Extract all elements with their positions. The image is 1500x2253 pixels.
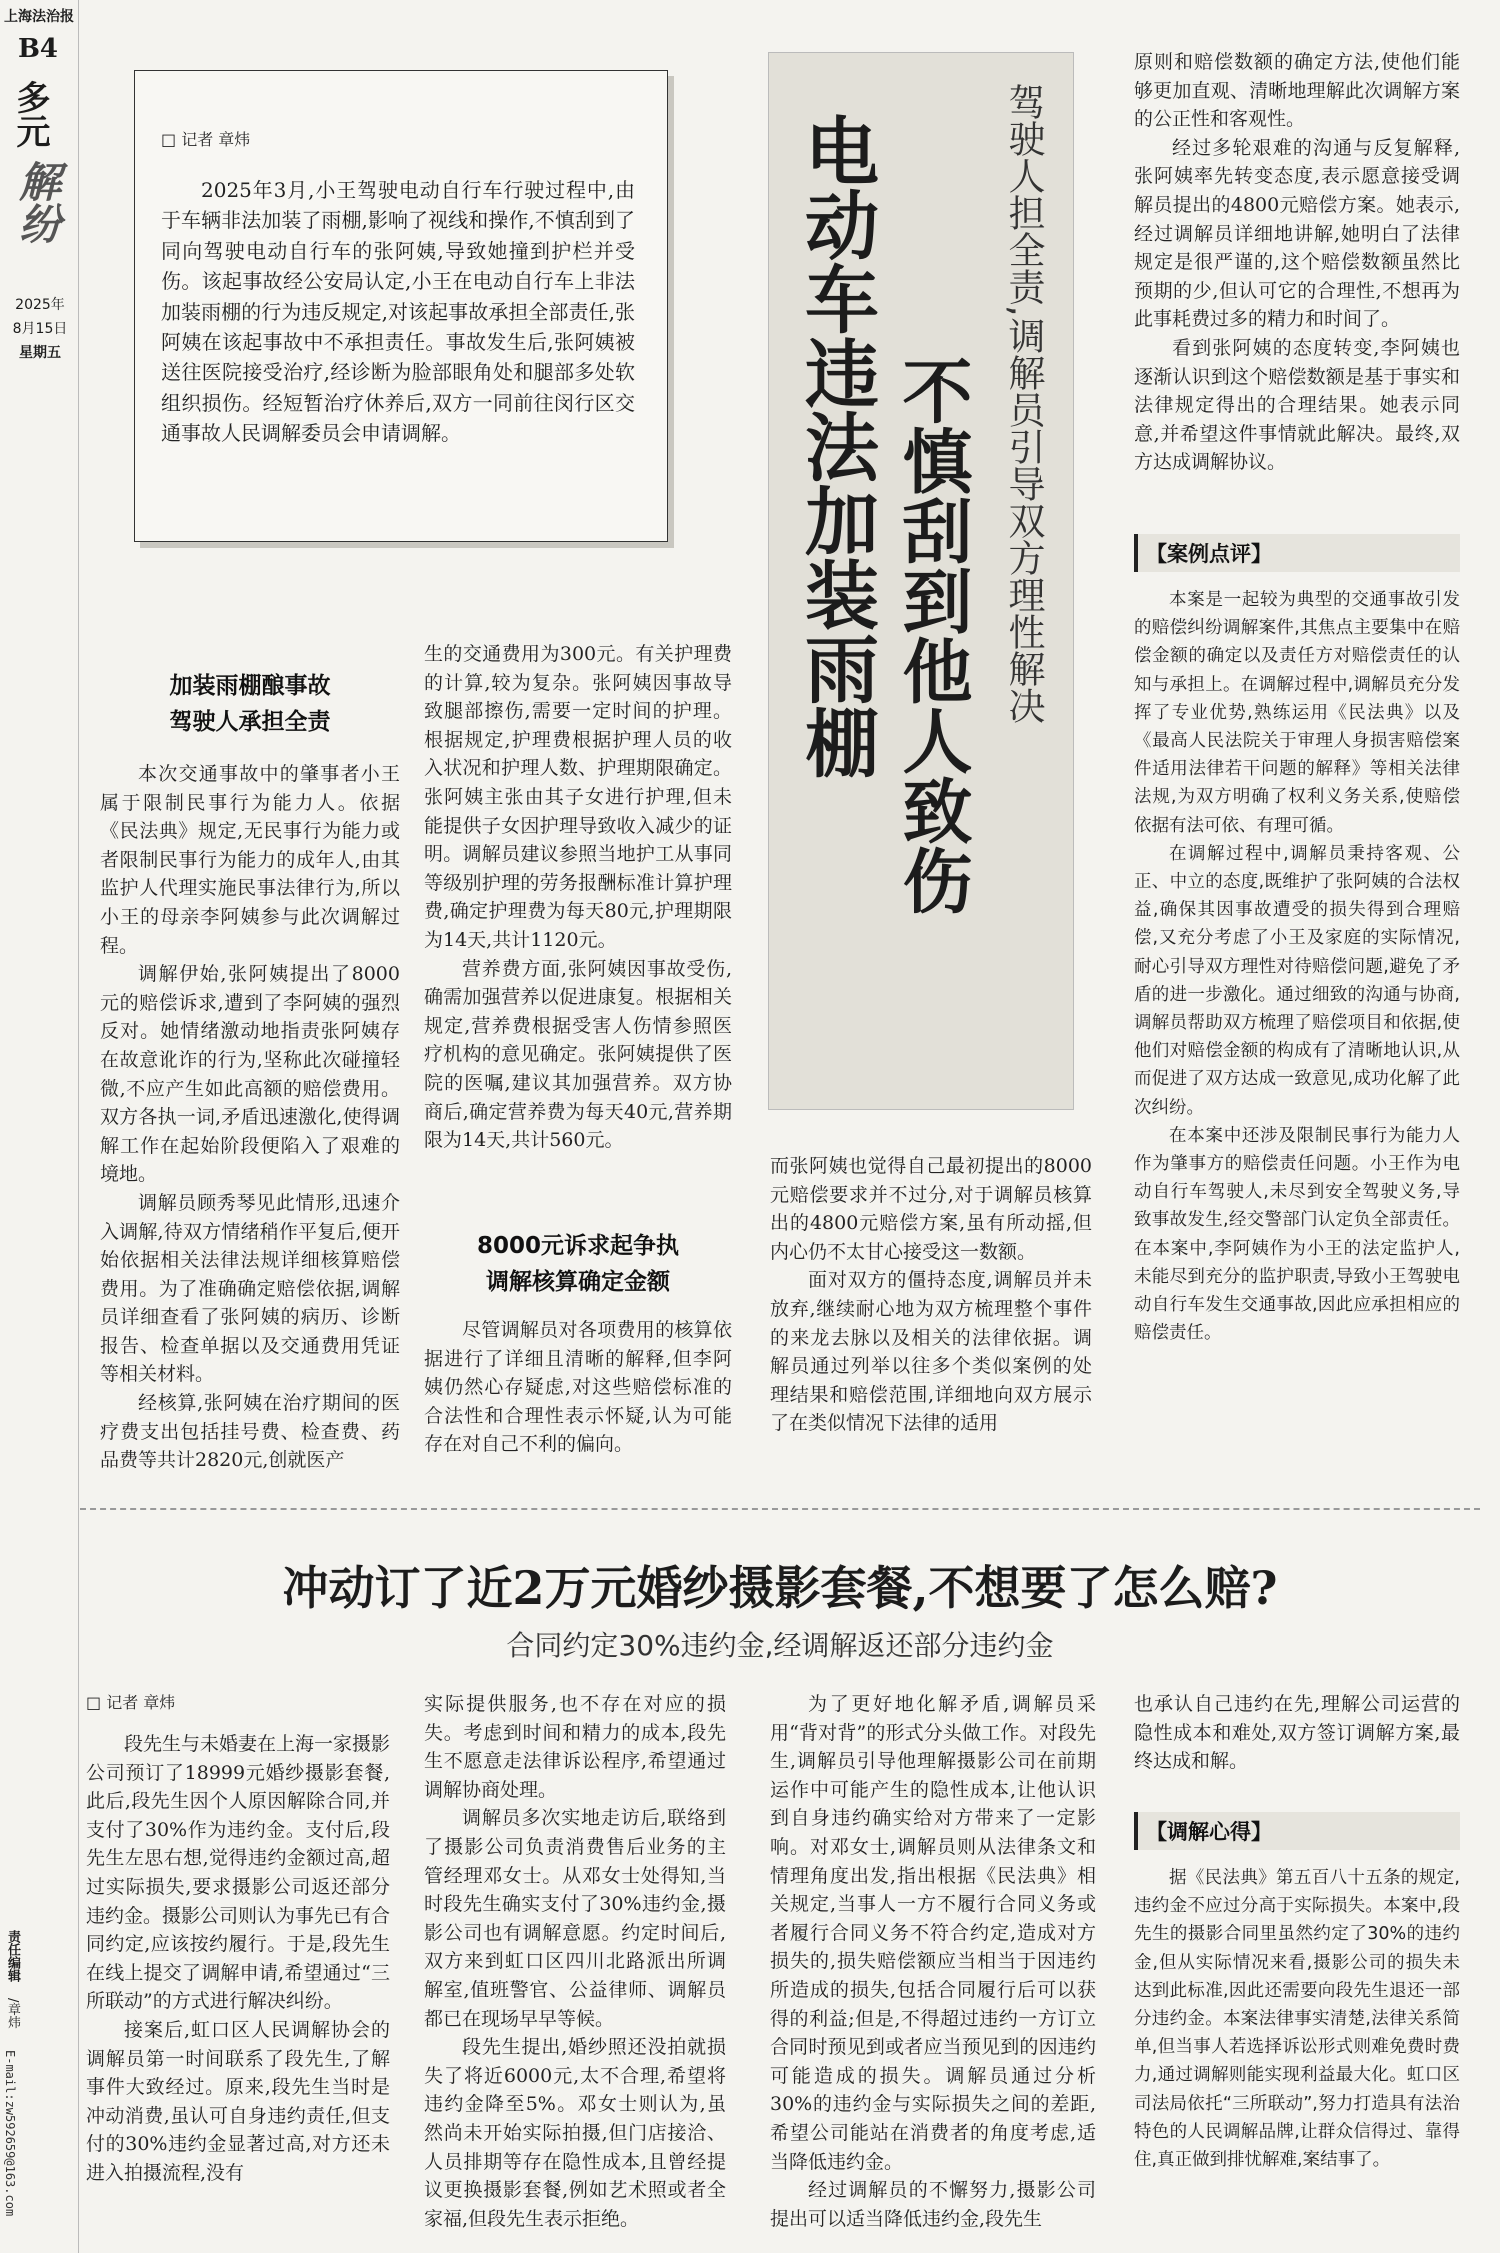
subhead-1 (100, 668, 400, 740)
paragraph: 也承认自己违约在先,理解公司运营的隐性成本和难处,双方签订调解方案,最终达成和解。 (1134, 1693, 1460, 1773)
paragraph: 接案后,虹口区人民调解协会的调解员第一时间联系了段先生,了解事件大致经过。原来,段先生当时是冲动消费,虽认可自身违约责任,但支付的30%违约金显著过高,对方还未进入拍摄流程,没有 (86, 2018, 390, 2184)
rail-divider (78, 0, 79, 2253)
paragraph: 在本案中还涉及限制民事行为能力人作为肇事方的赔偿责任问题。小王作为电动自行车驾驶人,未尽到安全驾驶义务,导致事故发生,经交警部门认定负全部责任。在本案中,李阿姨作为小王的法定监护人,未能尽到充分的监护职责,导致小王驾驶电动自行车发生交通事故,因此应承担相应的赔偿责任。 (1134, 1125, 1460, 1344)
article2-title: 冲动订了近2万元婚纱摄影套餐,不想要了怎么赔? (282, 1561, 1278, 1615)
paragraph: 看到张阿姨的态度转变,李阿姨也逐渐认识到这个赔偿数额是基于事实和法律规定得出的合理结果。她表示同意,并希望这件事情就此解决。最终,双方达成调解协议。 (1134, 336, 1460, 474)
insight-label: 【调解心得】 (1134, 1812, 1460, 1850)
case-comment (1134, 586, 1460, 1494)
editor-email: E-mail:zw592659@163.com (3, 2050, 17, 2217)
section-name-b: 解纷 (13, 160, 62, 244)
issue-weekday: 星期五 (19, 345, 61, 361)
subhead-1-line1: 加装雨棚酿事故 (169, 673, 331, 699)
article1-col3 (770, 1152, 1092, 1496)
reporter-byline: □ 记者 章炜 (161, 130, 251, 149)
subhead-2 (424, 1228, 732, 1300)
article2-col1 (86, 1730, 390, 2230)
paragraph: 实际提供服务,也不存在对应的损失。考虑到时间和精力的成本,段先生不愿意走法律诉讼程序,希望通过调解协商处理。 (424, 1693, 726, 1801)
page-code: B4 (17, 34, 59, 64)
lead-paragraph (161, 175, 635, 519)
headline-second: 不慎刮到他人致伤 (891, 355, 974, 915)
paragraph: 原则和赔偿数额的确定方法,使他们能够更加直观、清晰地理解此次调解方案的公正性和客观性。 (1134, 51, 1460, 131)
article2-col4a (1134, 1690, 1460, 1790)
masthead-rail (0, 0, 78, 2253)
paragraph: 尽管调解员对各项费用的核算依据进行了详细且清晰的解释,但李阿姨仍然心存疑虑,对这些赔偿标准的合法性和合理性表示怀疑,认为可能存在对自己不利的偏向。 (424, 1319, 732, 1456)
paragraph: 面对双方的僵持态度,调解员并未放弃,继续耐心地为双方梳理整个事件的来龙去脉以及相关的法律依据。调解员通过列举以往多个类似案例的处理结果和赔偿范围,详细地向双方展示了在类似情况下法律的适用 (770, 1269, 1092, 1435)
section-divider (80, 1508, 1480, 1510)
headline-block (768, 52, 1074, 1110)
paragraph: 本次交通事故中的肇事者小王属于限制民事行为能力人。依据《民法典》规定,无民事行为能力或者限制民事行为能力的成年人,由其监护人代理实施民事法律行为,所以小王的母亲李阿姨参与此次调解过程。 (100, 763, 400, 957)
lead-box (134, 70, 668, 542)
paragraph: 调解员多次实地走访后,联络到了摄影公司负责消费售后业务的主管经理邓女士。从邓女士处得知,当时段先生确实支付了30%违约金,摄影公司也有调解意愿。约定时间后,双方来到虹口区四川北路派出所调解室,值班警官、公益律师、调解员都已在现场早早等候。 (424, 1807, 726, 2030)
issue-date: 8月15日 (12, 321, 68, 337)
issue-year: 2025年 (15, 297, 65, 313)
paragraph: 调解伊始,张阿姨提出了8000元的赔偿诉求,遭到了李阿姨的强烈反对。她情绪激动地指责张阿姨存在故意讹诈的行为,坚称此次碰撞轻微,不应产生如此高额的赔偿费用。双方各执一词,矛盾迅速激化,使得调解工作在起始阶段便陷入了艰难的境地。 (100, 963, 400, 1186)
paragraph: 经过调解员的不懈努力,摄影公司提出可以适当降低违约金,段先生 (770, 2179, 1096, 2230)
editor-label: 责任编辑 (5, 1930, 20, 1982)
article2-col2 (424, 1690, 726, 2230)
headline-main: 电动车违法加装雨棚 (793, 113, 879, 779)
paragraph: 在调解过程中,调解员秉持客观、公正、中立的态度,既维护了张阿姨的合法权益,确保其因事故遭受的损失得到合理赔偿,又充分考虑了小王及家庭的实际情况,耐心引导双方理性对待赔偿问题,避免了矛盾的进一步激化。通过细致的沟通与协商,调解员帮助双方梳理了赔偿项目和依据,使他们对赔偿金额的构成有了清晰地认识,从而促进了双方达成一致意见,成功化解了此次纠纷。 (1134, 843, 1460, 1118)
case-comment-label: 【案例点评】 (1134, 534, 1460, 572)
paragraph: 段先生提出,婚纱照还没拍就损失了将近6000元,太不合理,希望将违约金降至5%。邓女士则认为,虽然尚未开始实际拍摄,但门店接洽、人员排期等存在隐性成本,且曾经提议更换摄影套餐,例如艺术照或者全家福,但段先生表示拒绝。 (424, 2036, 726, 2230)
subhead-2-line1: 8000元诉求起争执 (476, 1233, 679, 1259)
paragraph: 为了更好地化解矛盾,调解员采用“背对背”的形式分头做工作。对段先生,调解员引导他理解摄影公司在前期运作中可能产生的隐性成本,让他认识到自身违约确实给对方带来了一定影响。对邓女士,调解员则从法律条文和情理角度出发,指出根据《民法典》相关规定,当事人一方不履行合同义务或者履行合同义务不符合约定,造成对方损失的,损失赔偿额应当相当于因违约所造成的损失,包括合同履行后可以获得的利益;但是,不得超过违约一方订立合同时预见到或者应当预见到的因违约可能造成的损失。调解员通过分析30%的违约金与实际损失之间的差距,希望公司能站在消费者的角度考虑,适当降低违约金。 (770, 1693, 1096, 2173)
mediation-insight (1134, 1864, 1460, 2234)
paragraph: 生的交通费用为300元。有关护理费的计算,较为复杂。张阿姨因事故导致腿部擦伤,需要一定时间的护理。根据规定,护理费根据护理人员的收入状况和护理人数、护理期限确定。张阿姨主张由其子女进行护理,但未能提供子女因护理导致收入减少的证明。调解员建议参照当地护工从事同等级别护理的劳务报酬标准计算护理费,确定护理费为每天80元,护理期限为14天,共计1120元。 (424, 643, 732, 951)
editor-name: /章炜 (5, 1998, 20, 2029)
section-name-a: 多元 (10, 80, 50, 148)
subhead-1-line2: 驾驶人承担全责 (169, 709, 331, 735)
subhead-2-line2: 调解核算确定金额 (486, 1269, 670, 1295)
paragraph: 经过多轮艰难的沟通与反复解释,张阿姨率先转变态度,表示愿意接受调解员提出的4800元赔偿方案。她表示,经过调解员详细地讲解,她明白了法律规定是很严谨的,这个赔偿数额虽然比预期的少,但认可它的合理性,不想再为此事耗费过多的精力和时间了。 (1134, 136, 1460, 331)
article2-col3 (770, 1690, 1096, 2230)
article1-col2a (424, 640, 732, 1210)
article2-byline: □ 记者 章炜 (86, 1693, 176, 1712)
headline-sub: 驾驶人担全责,调解员引导双方理性解决 (1002, 83, 1045, 724)
paragraph: 段先生与未婚妻在上海一家摄影公司预订了18999元婚纱摄影套餐,此后,段先生因个人原因解除合同,并支付了30%作为违约金。支付后,段先生左思右想,觉得违约金额过高,超过实际损失,要求摄影公司返还部分违约金。摄影公司则认为事先已有合同约定,应该按约履行。于是,段先生在线上提交了调解申请,希望通过“三所联动”的方式进行解决纠纷。 (86, 1733, 390, 2013)
paragraph: 营养费方面,张阿姨因事故受伤,确需加强营养以促进康复。根据相关规定,营养费根据受害人伤情参照医疗机构的意见确定。张阿姨提供了医院的医嘱,建议其加强营养。双方协商后,确定营养费为每天40元,营养期限为14天,共计560元。 (424, 957, 732, 1152)
paragraph: 调解员顾秀琴见此情形,迅速介入调解,待双方情绪稍作平复后,便开始依据相关法律法规详细核算赔偿费用。为了准确确定赔偿依据,调解员详细查看了张阿姨的病历、诊断报告、检查单据以及交通费用凭证等相关材料。 (100, 1191, 400, 1386)
paragraph: 本案是一起较为典型的交通事故引发的赔偿纠纷调解案件,其焦点主要集中在赔偿金额的确定以及责任方对赔偿责任的认知与承担上。在调解过程中,调解员充分发挥了专业优势,熟练运用《民法典》以及《最高人民法院关于审理人身损害赔偿案件适用法律若干问题的解释》等相关法律法规,为双方明确了权利义务关系,使赔偿依据有法可依、有理可循。 (1134, 590, 1460, 836)
article1-col1 (100, 760, 400, 1500)
lead-text: 2025年3月,小王驾驶电动自行车行驶过程中,由于车辆非法加装了雨棚,影响了视线和操作,不慎刮到了同向驾驶电动自行车的张阿姨,导致她撞到护栏并受伤。该起事故经公安局认定,小王在电动自行车上非法加装雨棚的行为违反规定,对该起事故承担全部责任,张阿姨在该起事故中不承担责任。事故发生后,张阿姨被送往医院接受治疗,经诊断为脸部眼角处和腿部多处软组织损伤。经短暂治疗休养后,双方一同前往闵行区交通事故人民调解委员会申请调解。 (161, 178, 635, 446)
paper-name: 上海法治报 (4, 9, 74, 25)
article1-col2b (424, 1316, 732, 1496)
paragraph: 而张阿姨也觉得自己最初提出的8000元赔偿要求并不过分,对于调解员核算出的4800元赔偿方案,虽有所动摇,但内心仍不太甘心接受这一数额。 (770, 1155, 1092, 1263)
article2-subtitle: 合同约定30%违约金,经调解返还部分违约金 (506, 1629, 1054, 1662)
paragraph: 经核算,张阿姨在治疗期间的医疗费支出包括挂号费、检查费、药品费等共计2820元,创就医产 (100, 1392, 400, 1472)
article1-col4a (1134, 48, 1460, 518)
paragraph: 据《民法典》第五百八十五条的规定,违约金不应过分高于实际损失。本案中,段先生的摄影合同里虽然约定了30%的违约金,但从实际情况来看,摄影公司的损失未达到此标准,因此还需要向段先生退还一部分违约金。本案法律事实清楚,法律关系简单,但当事人若选择诉讼形式则难免费时费力,通过调解则能实现利益最大化。虹口区司法局依托“三所联动”,努力打造具有法治特色的人民调解品牌,让群众信得过、靠得住,真正做到排忧解难,案结事了。 (1134, 1868, 1460, 2171)
